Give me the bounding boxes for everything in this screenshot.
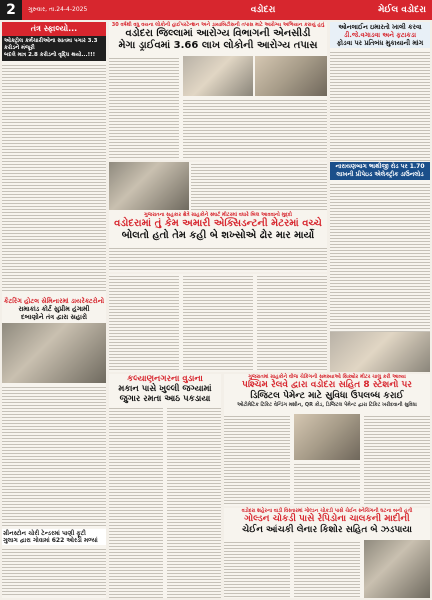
center-middle-photo [109,162,189,210]
gambling-body-2 [167,406,221,598]
right-box-title-1: નારાયણબાગ ભાથીજી રોડ પર 1.70 [335,163,425,170]
right-mid-article [330,162,430,372]
left-article-3-body [2,547,106,597]
golden-headline-2: ચેઈન આંચકી લેનાર કિશોર સહિત બે ઝડપાયા [242,525,412,535]
left-photo-wrap [2,323,106,383]
center-lower-col-3 [257,274,327,372]
gambling-body-1 [109,406,163,598]
center-lower-col-1 [109,274,179,372]
golden-body-1 [224,540,290,598]
left-a2-t2: રામાકાંડ કોર્ટ સુપ્રીમ હંગામી [18,305,90,313]
railway-article [224,374,430,506]
left-column [2,22,106,598]
center-lower-col-2 [183,274,253,372]
left-banner-sub-1: ઓક્ટ્રોલ કર્મચારીઓના સાતમા પગાર 3.3 કરોડને મંજૂરી [4,38,98,51]
railway-body-3 [364,414,430,506]
left-a2-t1: કૈટરિંગ હોટલ સેમિનારમાં ડાયરેક્ટરોનો [3,297,105,305]
golden-kicker: વડોદરા શહેરના વાડી વિસ્તારમાં ગોલ્ડન ચોકડી પાસે ચેઈન સ્નેચિંગની ઘટના બની હતી [241,508,413,514]
center-headline-2: મેગા ડ્રાઈવમાં 3.66 લાખ લોકોની આરોગ્ય તપાસ [118,40,318,51]
center-headline-1: વડોદરા જિલ્લામાં આરોગ્ય વિભાગની એનસીડી [125,28,311,39]
right-title-3: ફોડવા પર પ્રતિબંધ મુકાયાની માંગ [336,39,424,47]
gambling-article [109,374,221,598]
center-lower-body [109,274,327,372]
header-bar [0,0,432,20]
railway-photo [294,414,360,460]
left-article-2-body [2,385,106,527]
golden-body-2 [294,540,360,598]
right-top-title [330,22,430,48]
left-article-2-title [2,297,106,321]
right-top-article [330,22,430,160]
left-article-3-title [2,529,106,545]
gambling-headline-2: મકાન પાસે ખુલ્લી જગ્યામાં [118,384,212,394]
center-top-article [109,22,327,160]
gambling-headline-1: કલ્યાણનગરના વુડાના [127,374,203,384]
railway-headline-1: પશ્ચિમ રેલવે દ્વારા વડોદરા સહિત 8 સ્ટેશનો પર [242,380,412,390]
smart-meter-body [109,246,327,272]
center-top-photo-1 [183,56,253,96]
center-middle-body-top [191,162,327,210]
smart-meter-article [109,212,327,272]
left-banner-sub-2: બદલે માત્ર 2.8 કરોડનો વૃદ્ધિ થયો...!!! [4,52,96,58]
smart-meter-kicker: ગુજરાતના સહકાર ક્ષેત્રે ગ્રાહકોને સ્માર્ટ મીટરમાં વધારે બિલ આવવાનો મુદ્દો [143,212,293,218]
right-title-1: ઓનલાઈન ઇમારતો ખાલી કરવા [338,23,422,31]
railway-headline-2: ડિજિટલ પેમેન્ટ માટે સુવિધા ઉપલબ્ધ કરાઈ [250,391,404,401]
left-article-1-body [2,63,106,293]
right-mid-body [330,182,430,332]
left-a3-t2: ગુલાગ દ્વારા ગોવામાં 622 ઓરડાં મળ્યાં [3,537,98,544]
center-top-body-2 [183,98,327,158]
right-top-body [330,50,430,162]
smart-meter-headline-2: બોલતો હતો તેમ કહી બે શખ્સોએ ઢોર માર માર્યો [121,230,315,241]
center-kicker: 30 વર્ષથી વધુ વયના લોકોની હાઈપરટેન્શન અને ડાયાબિટીસની તપાસ માટે આરોગ્ય અભિયાન કરાયું હતું [111,22,325,28]
right-title-2: ડી.જે.વગાડવા અને ફટાકડા [343,31,417,39]
left-banner: તંત્ર સ્ફાલ્યો... [2,22,106,36]
railway-kicker: ગુજરાતમાં ગ્રાહકોને વીજ ચેકિંગની સમસ્યાઓ સિક્યોર મીટર ચાલુ કરી આવ્યા [248,374,406,380]
golden-photo [364,540,430,598]
center-top-body-1 [109,56,179,158]
smart-meter-headline-1: વડોદરામાં તું કેમ અમારી એક્સિડન્ટની મેટરમાં વચ્ચે [114,218,322,229]
left-photo [2,323,106,383]
edition-name: મેઈલ વડોદરા [378,5,426,15]
golden-headline-1: ગોલ્ડન ચોકડી પાસે રેપિડોના ચાલકની માદીની [244,514,410,524]
date-line: ગુરુવાર, તા.24-4-2025 [28,6,88,13]
page-number: 2 [0,0,22,20]
left-a2-t3: દબાણોને તંત્ર દ્વારા સહારો [21,313,87,321]
left-banner-sub [2,36,106,61]
city-name: વડોદરા [250,5,276,15]
gambling-headline-3: જુગાર રમતા આઠ પકડાયા [119,394,211,404]
right-box-title [330,162,430,180]
center-top-photo-2 [255,56,327,96]
left-a3-t1: ગ્રીનસ્ટોન ચોરી ટેન્ડરમાં પાણી ફૂટી [3,530,86,537]
right-mid-photo [330,332,430,372]
golden-article [224,508,430,598]
right-box-title-2: લાખની પ્રીપેઇડ એલેક્ટ્રીક ડાઉનલોડ [336,171,424,178]
railway-body-1 [224,414,290,506]
railway-body-2 [294,462,360,506]
railway-sub: ઓટોમેટિક ટિકિટ વેન્ડિંગ મશીન, QR કોડ, ડિજિટલ પેમેન્ટ દ્વારા ટિકિટ ખરીદવાની સુવિધા [237,402,417,408]
